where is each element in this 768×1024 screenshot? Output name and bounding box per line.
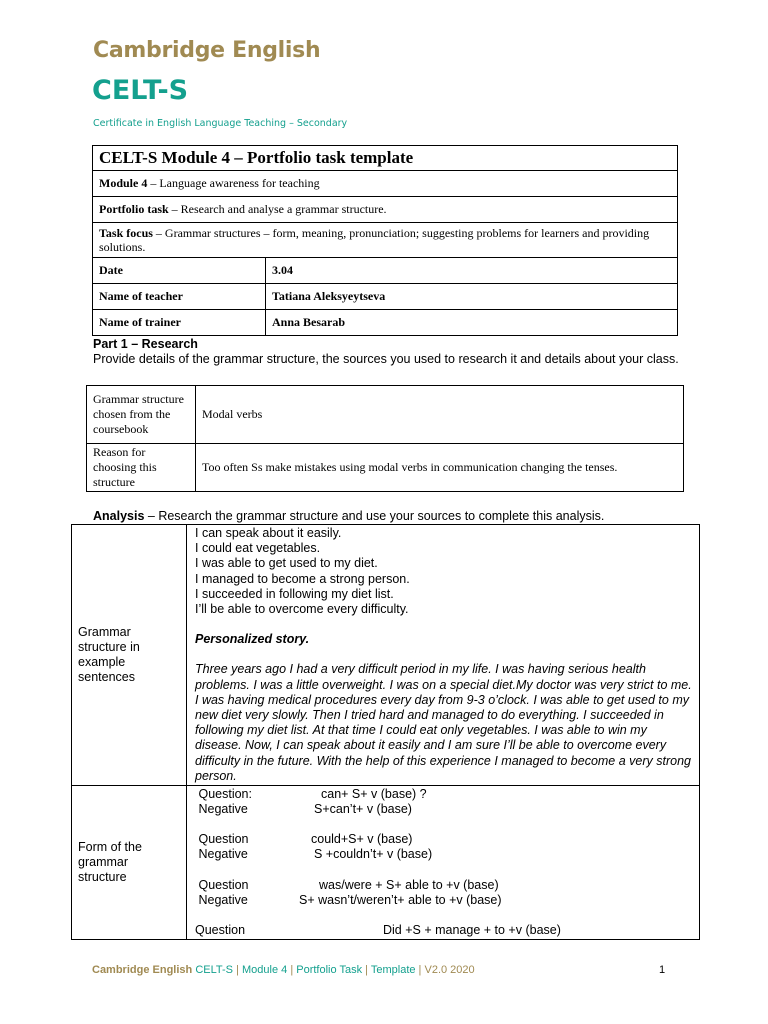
form-row-formula: S +couldn’t+ v (base) [314, 847, 433, 862]
structure-value: Modal verbs [196, 386, 684, 444]
footer-separator: | [362, 964, 371, 976]
structure-label: Grammar structure chosen from the coursebook [87, 386, 196, 444]
form-row-formula: can+ S+ v (base) ? [321, 786, 427, 801]
form-row-formula: could+S+ v (base) [311, 832, 413, 847]
example-sentence: I managed to become a strong person. [195, 571, 410, 586]
footer-task: Portfolio Task [296, 964, 363, 976]
part1-heading: Part 1 – Research [93, 337, 198, 351]
footer-brand: Cambridge English [92, 964, 193, 976]
analysis-table [71, 524, 700, 940]
teacher-label: Name of teacher [93, 284, 266, 310]
form-label: Form of the grammar structure [72, 786, 187, 940]
module-row [93, 171, 678, 197]
form-row-formula: S+can’t+ v (base) [314, 801, 412, 816]
reason-value: Too often Ss make mistakes using modal verbs in communication changing the tenses. [196, 444, 684, 492]
trainer-value: Anna Besarab [266, 310, 678, 336]
date-label: Date [93, 258, 266, 284]
form-row [195, 802, 693, 817]
example-sentence: I was able to get used to my diet. [195, 556, 378, 571]
example-sentence: I’ll be able to overcome every difficulty. [195, 601, 409, 616]
form-cell [187, 786, 700, 940]
task-text: – Research and analyse a grammar structure. [168, 202, 387, 216]
task-label: Portfolio task [99, 202, 169, 216]
examples-label: Grammar structure in example sentences [72, 525, 187, 786]
footer-version: V2.0 2020 [424, 964, 475, 976]
examples-cell [187, 525, 700, 786]
form-row [195, 878, 693, 893]
form-row [195, 893, 693, 908]
date-value: 3.04 [266, 258, 678, 284]
personalized-story: Three years ago I had a very difficult period in my life. I was having serious health problems. I was a little overweight. I was on a special diet.My doctor was very strict to me. I was having medical procedures every day from 9-3 o’clock. I was able to get used to my new diet very slowly. Then I tried hard and managed to do everything. I succeeded in following my diet list. At that time I could eat only vegetables. I was able to win my disease. Now, I can speak about it easily and I am sure I’ll be able to overcome every difficulty in the future. With the help of this experience I managed to become a very strong person. [195, 662, 692, 783]
focus-label: Task focus [99, 226, 153, 240]
research-table [86, 385, 684, 492]
reason-label: Reason for choosing this structure [87, 444, 196, 492]
focus-row [93, 223, 678, 258]
example-sentence: I could eat vegetables. [195, 541, 321, 556]
analysis-heading [93, 509, 604, 523]
footer-separator: | [233, 964, 242, 976]
example-sentence: I succeeded in following my diet list. [195, 586, 394, 601]
example-sentence: I can speak about it easily. [195, 525, 342, 540]
task-row [93, 197, 678, 223]
footer-product: CELT-S [195, 964, 234, 976]
teacher-value: Tatiana Aleksyeytseva [266, 284, 678, 310]
part1-description: Provide details of the grammar structure, the sources you used to research it and details about your class. [93, 352, 679, 366]
analysis-intro: – Research the grammar structure and use your sources to complete this analysis. [144, 509, 605, 523]
form-row-label: Question: [195, 786, 252, 801]
form-row-label: Negative [195, 801, 248, 816]
analysis-label: Analysis [93, 509, 145, 523]
product-tagline: Certificate in English Language Teaching – Secondary [93, 118, 348, 129]
form-row-formula: S+ wasn’t/weren’t+ able to +v (base) [299, 892, 502, 907]
template-table [92, 145, 678, 336]
module-label: Module 4 [99, 176, 148, 190]
template-title: CELT-S Module 4 – Portfolio task template [93, 146, 678, 171]
form-row-label: Negative [195, 847, 248, 862]
module-text: – Language awareness for teaching [147, 176, 320, 190]
form-row [195, 923, 693, 938]
form-row-label: Question [195, 877, 249, 892]
form-row-label: Negative [195, 892, 248, 907]
page-number: 1 [659, 964, 666, 976]
form-row-formula: Did +S + manage + to +v (base) [383, 923, 561, 937]
form-row-formula: was/were + S+ able to +v (base) [319, 877, 499, 892]
footer-template: Template [370, 964, 416, 976]
footer-separator: | [415, 964, 425, 976]
story-heading: Personalized story. [195, 632, 310, 647]
form-row-label: Question [195, 923, 246, 937]
brand-logo-text: Cambridge English [93, 38, 321, 63]
page-footer [92, 964, 475, 976]
footer-module: Module 4 [242, 964, 288, 976]
trainer-label: Name of trainer [93, 310, 266, 336]
footer-separator: | [287, 964, 297, 976]
form-row [195, 787, 693, 802]
focus-text: – Grammar structures – form, meaning, pronunciation; suggesting problems for learners and providing solutions. [99, 226, 650, 254]
form-row-label: Question [195, 832, 249, 847]
form-row [195, 847, 693, 862]
form-row [195, 832, 693, 847]
product-title: CELT-S [92, 75, 189, 106]
